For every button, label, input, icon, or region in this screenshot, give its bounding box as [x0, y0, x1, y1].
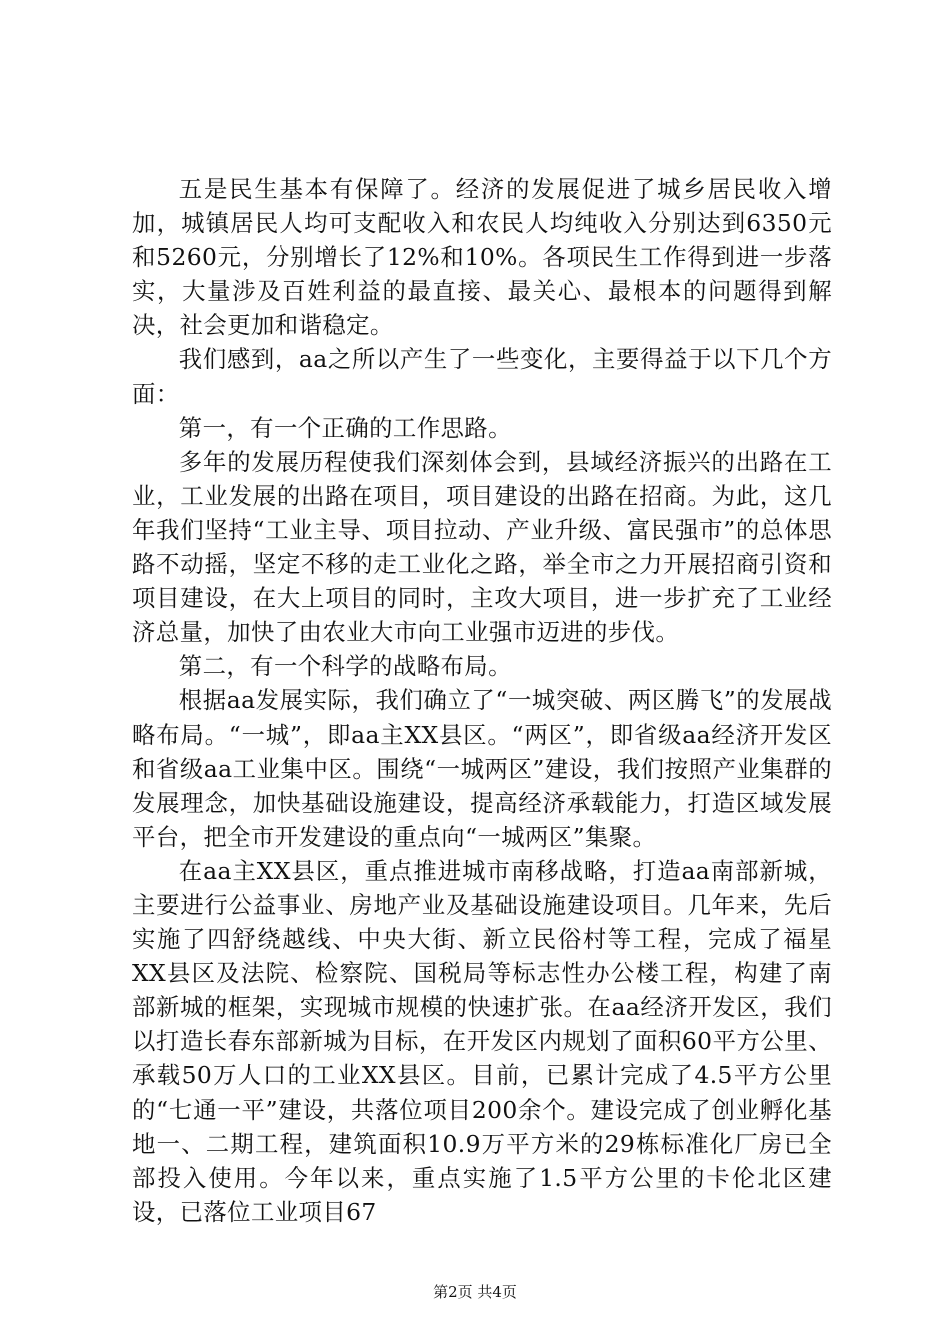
page-total: 共4页 — [477, 1283, 517, 1301]
paragraph-heading-second: 第二，有一个科学的战略布局。 — [178, 652, 512, 681]
document-body — [132, 172, 832, 1229]
paragraph-heading-first: 第一，有一个正确的工作思路。 — [178, 413, 512, 442]
paragraph-strategic-layout: 根据aa发展实际，我们确立了“一城突破、两区腾飞”的发展战略布局。“一城”，即aa主XX县区。“两区”，即省级aa经济开发区和省级aa工业集中区。围绕“一城两区”建设，我们按照产业集群的发展理念，加快基础设施建设，提高经济承载能力，打造区域发展平台，把全市开发建设的重点向“一城两区”集聚。 — [132, 686, 832, 851]
paragraph-city-development: 在aa主XX县区，重点推进城市南移战略，打造aa南部新城，主要进行公益事业、房地产业及基础设施建设项目。几年来，先后实施了四舒绕越线、中央大街、新立民俗村等工程，完成了福星XX县区及法院、检察院、国税局等标志性办公楼工程，构建了南部新城的框架，实现城市规模的快速扩张。在aa经济开发区，我们以打造长春东部新城为目标，在开发区内规划了面积60平方公里、承载50万人口的工业XX县区。目前，已累计完成了4.5平方公里的“七通一平”建设，共落位项目200余个。建设完成了创业孵化基地一、二期工程，建筑面积10.9万平方米的29栋标准化厂房已全部投入使用。今年以来，重点实施了1.5平方公里的卡伦北区建设，已落位工业项目67 — [132, 856, 832, 1226]
paragraph-industry-strategy: 多年的发展历程使我们深刻体会到，县域经济振兴的出路在工业，工业发展的出路在项目，项目建设的出路在招商。为此，这几年我们坚持“工业主导、项目拉动、产业升级、富民强市”的总体思路不动摇，坚定不移的走工业化之路，举全市之力开展招商引资和项目建设，在大上项目的同时，主攻大项目，进一步扩充了工业经济总量，加快了由农业大市向工业强市迈进的步伐。 — [132, 447, 832, 647]
page-number: 第2页 — [433, 1283, 473, 1301]
paragraph-reasons-intro: 我们感到，aa之所以产生了一些变化，主要得益于以下几个方面： — [132, 345, 832, 408]
paragraph-livelihood: 五是民生基本有保障了。经济的发展促进了城乡居民收入增加，城镇居民人均可支配收入和农民人均纯收入分别达到6350元和5260元，分别增长了12%和10%。各项民生工作得到进一步落实，大量涉及百姓利益的最直接、最关心、最根本的问题得到解决，社会更加和谐稳定。 — [132, 175, 832, 340]
page-footer — [0, 1282, 950, 1302]
